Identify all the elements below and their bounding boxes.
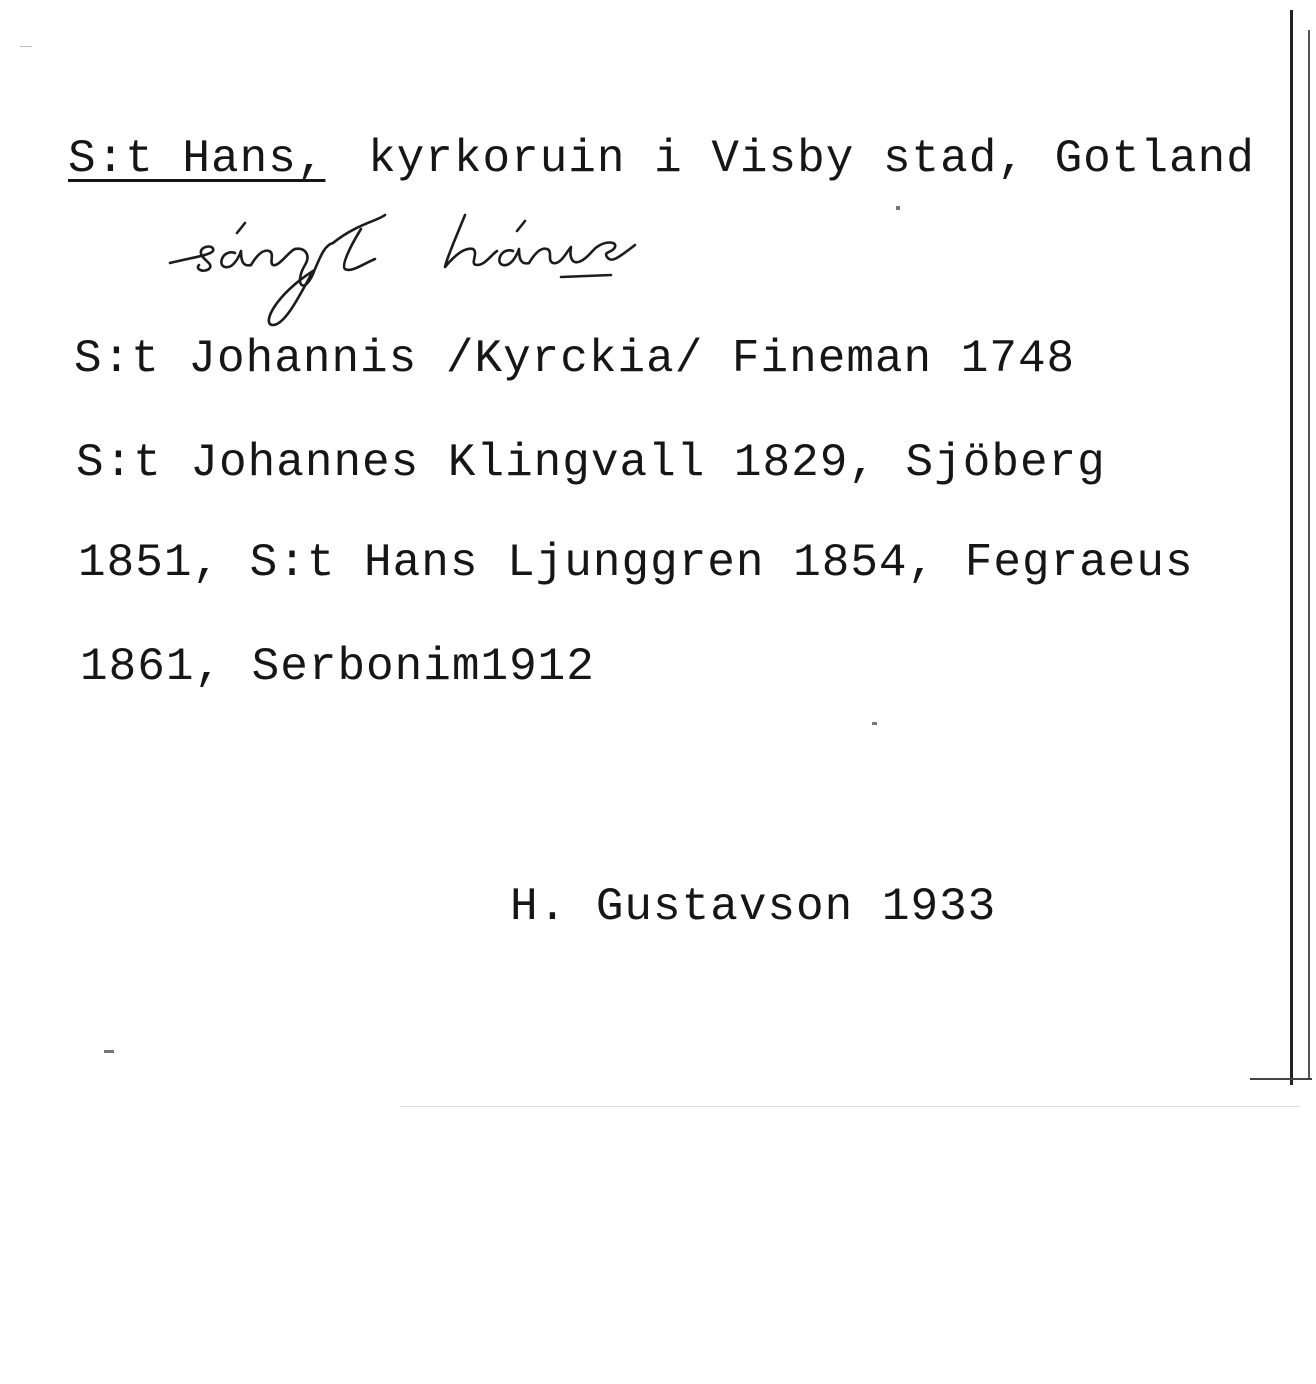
card-edge-right [1290,10,1293,1085]
text-line-1: S:t Johannis /Kyrckia/ Fineman 1748 [74,333,1076,385]
signature: H. Gustavson 1933 [510,881,997,933]
handwritten-pronunciation [165,185,735,335]
text-line-4: 1861, Serbonim1912 [80,641,595,693]
scan-line [400,1106,1300,1107]
text-line-2: S:t Johannes Klingvall 1829, Sjöberg [76,437,1106,489]
dust-speck [896,206,900,210]
dust-speck [872,722,877,725]
text-line-3: 1851, S:t Hans Ljunggren 1854, Fegraeus [78,537,1194,589]
card-edge-bottom [1250,1078,1312,1080]
card-edge-shadow [1308,30,1310,1080]
dust-speck [20,46,32,47]
dust-speck [104,1050,114,1053]
heading-description: kyrkoruin i Visby stad, Gotland [368,133,1255,185]
heading-line [68,133,1255,185]
heading-place-name: S:t Hans, [68,133,326,185]
